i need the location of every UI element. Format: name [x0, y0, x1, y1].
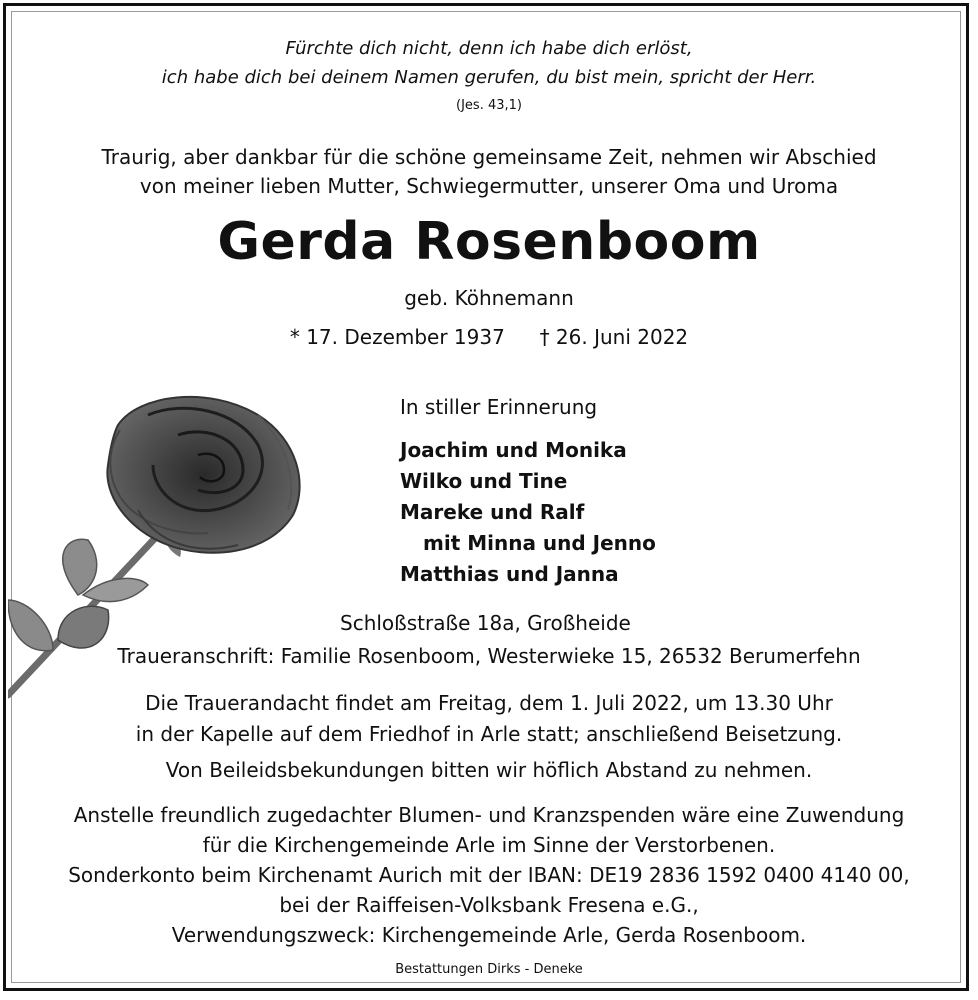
verse-line-2: ich habe dich bei deinem Namen gerufen, du bist mein, spricht der Herr. [161, 67, 817, 88]
verse-line-1: Fürchte dich nicht, denn ich habe dich erlöst, [285, 38, 693, 59]
mourner-name: mit Minna und Jenno [423, 531, 656, 555]
donation-line-3: Sonderkonto beim Kirchenamt Aurich mit der IBAN: DE19 2836 1592 0400 4140 00, [68, 863, 910, 887]
undertaker-credit: Bestattungen Dirks - Deneke [395, 962, 583, 977]
donation-line-1: Anstelle freundlich zugedachter Blumen- und Kranzspenden wäre eine Zuwendung [73, 803, 905, 827]
mourner-name: Matthias und Janna [400, 562, 619, 586]
donation-line-4: bei der Raiffeisen-Volksbank Fresena e.G., [279, 893, 699, 917]
birth-date: * 17. Dezember 1937 [289, 325, 505, 349]
death-date: † 26. Juni 2022 [539, 325, 689, 349]
deceased-name: Gerda Rosenboom [217, 212, 761, 272]
intro-line-1: Traurig, aber dankbar für die schöne gemeinsame Zeit, nehmen wir Abschied [101, 145, 877, 169]
mourner-name: Mareke und Ralf [400, 500, 585, 524]
donation-line-5: Verwendungszweck: Kirchengemeinde Arle, Gerda Rosenboom. [171, 923, 807, 947]
mourner-name: Wilko und Tine [400, 469, 568, 493]
mourner-name: Joachim und Monika [400, 438, 627, 462]
maiden-name: geb. Köhnemann [404, 286, 574, 310]
mourning-address: Traueranschrift: Familie Rosenboom, Westerwieke 15, 26532 Berumerfehn [117, 644, 861, 668]
service-line-1: Die Trauerandacht findet am Freitag, dem 1. Juli 2022, um 13.30 Uhr [145, 691, 833, 715]
verse-reference: (Jes. 43,1) [456, 98, 522, 113]
life-dates [0, 325, 978, 349]
condolence-note: Von Beileidsbekundungen bitten wir höflich Abstand zu nehmen. [165, 758, 813, 782]
mourners-heading: In stiller Erinnerung [400, 395, 598, 419]
residence-address: Schloßstraße 18a, Großheide [340, 611, 631, 635]
service-line-2: in der Kapelle auf dem Friedhof in Arle statt; anschließend Beisetzung. [135, 722, 843, 746]
donation-line-2: für die Kirchengemeinde Arle im Sinne der Verstorbenen. [202, 833, 776, 857]
intro-line-2: von meiner lieben Mutter, Schwiegermutter, unserer Oma und Uroma [139, 174, 839, 198]
